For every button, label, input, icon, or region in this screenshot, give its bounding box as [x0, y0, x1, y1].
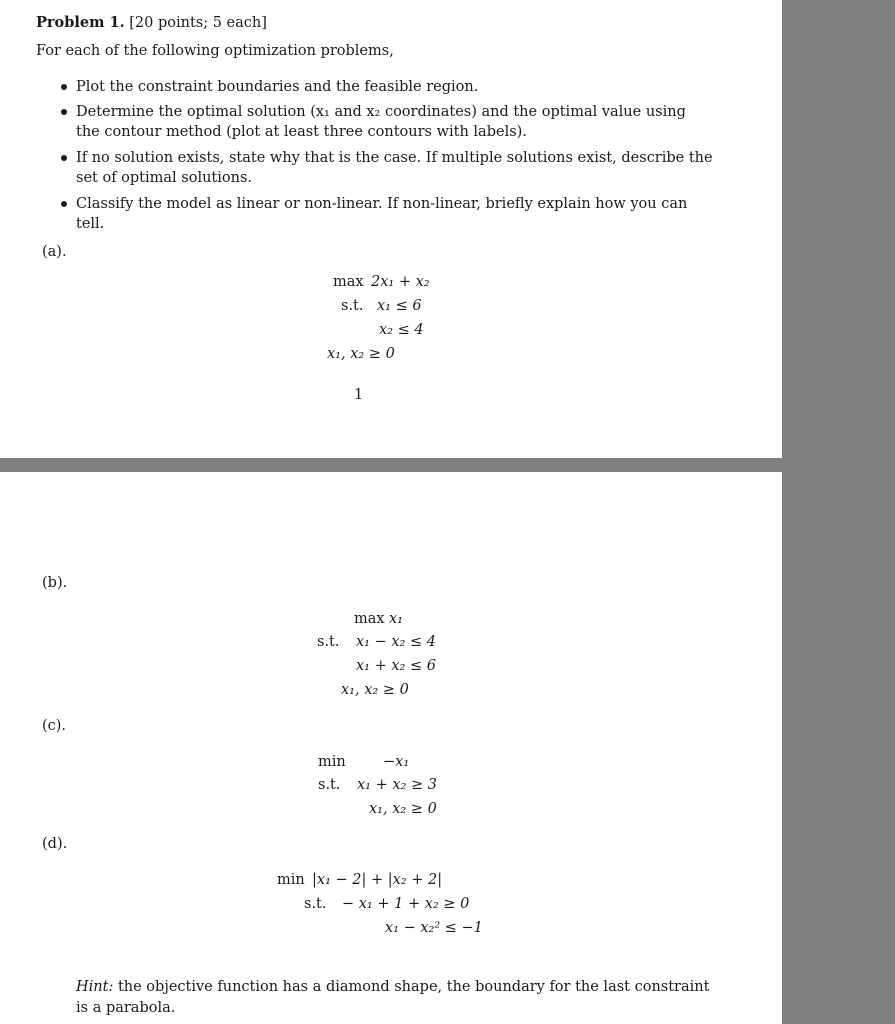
part-d-label: (d). [42, 836, 68, 852]
bullet-text-4a: Classify the model as linear or non-linear. If non-linear, briefly explain how you can [76, 196, 688, 212]
part-d-constraint-2: x₁ − x₂² ≤ −1 [385, 920, 483, 936]
page-number: 1 [354, 387, 364, 403]
part-b-constraint-3: x₁, x₂ ≥ 0 [341, 682, 409, 698]
hint-text-1: the objective function has a diamond shape, the boundary for the last constraint [117, 979, 710, 995]
part-c-objective-kw: min [318, 754, 346, 770]
part-a-label: (a). [42, 244, 67, 260]
part-a-objective-kw: max [333, 274, 364, 290]
part-b-objective: x₁ [389, 611, 403, 627]
pdf-page-1 [0, 0, 782, 458]
bullet-text-2b: the contour method (plot at least three contours with labels). [76, 124, 527, 140]
part-d-objective: |x₁ − 2| + |x₂ + 2| [312, 872, 443, 888]
part-a-constraint-2: x₂ ≤ 4 [379, 322, 424, 338]
bullet-text-3b: set of optimal solutions. [76, 170, 253, 186]
bullet-text-2a: Determine the optimal solution (x₁ and x₂ coordinates) and the optimal value using [76, 104, 686, 120]
bullet-dot [61, 155, 67, 161]
intro-text: For each of the following optimization problems, [36, 43, 394, 59]
part-a-constraint-3: x₁, x₂ ≥ 0 [327, 346, 395, 362]
bullet-dot [61, 84, 67, 90]
part-a-objective: 2x₁ + x₂ [371, 274, 430, 290]
bullet-text-4b: tell. [76, 216, 105, 232]
pdf-page-2 [0, 472, 782, 1024]
part-b-st: s.t. [317, 634, 340, 650]
bullet-text-1: Plot the constraint boundaries and the feasible region. [76, 79, 479, 95]
part-b-label: (b). [42, 575, 68, 591]
part-c-constraint-2: x₁, x₂ ≥ 0 [369, 801, 437, 817]
bullet-text-3a: If no solution exists, state why that is the case. If multiple solutions exist, describe the [76, 150, 713, 166]
problem-points: [20 points; 5 each] [129, 15, 267, 31]
part-b-objective-kw: max [354, 611, 385, 627]
part-d-constraint-1: − x₁ + 1 + x₂ ≥ 0 [342, 896, 470, 912]
part-d-st: s.t. [304, 896, 327, 912]
part-c-label: (c). [42, 718, 67, 734]
problem-label: Problem 1. [36, 14, 125, 31]
part-a-st: s.t. [341, 298, 364, 314]
bullet-dot [61, 201, 67, 207]
part-d-objective-kw: min [277, 872, 305, 888]
part-c-constraint-1: x₁ + x₂ ≥ 3 [357, 777, 437, 793]
hint-line-2: is a parabola. [76, 1000, 176, 1016]
hint-label: Hint: [76, 979, 114, 995]
part-b-constraint-2: x₁ + x₂ ≤ 6 [356, 658, 436, 674]
bullet-dot [61, 109, 67, 115]
problem-heading [36, 13, 267, 33]
hint-line-1 [76, 977, 709, 997]
part-c-objective: −x₁ [383, 754, 410, 770]
part-c-st: s.t. [318, 777, 341, 793]
part-a-constraint-1: x₁ ≤ 6 [377, 298, 422, 314]
part-b-constraint-1: x₁ − x₂ ≤ 4 [356, 634, 436, 650]
